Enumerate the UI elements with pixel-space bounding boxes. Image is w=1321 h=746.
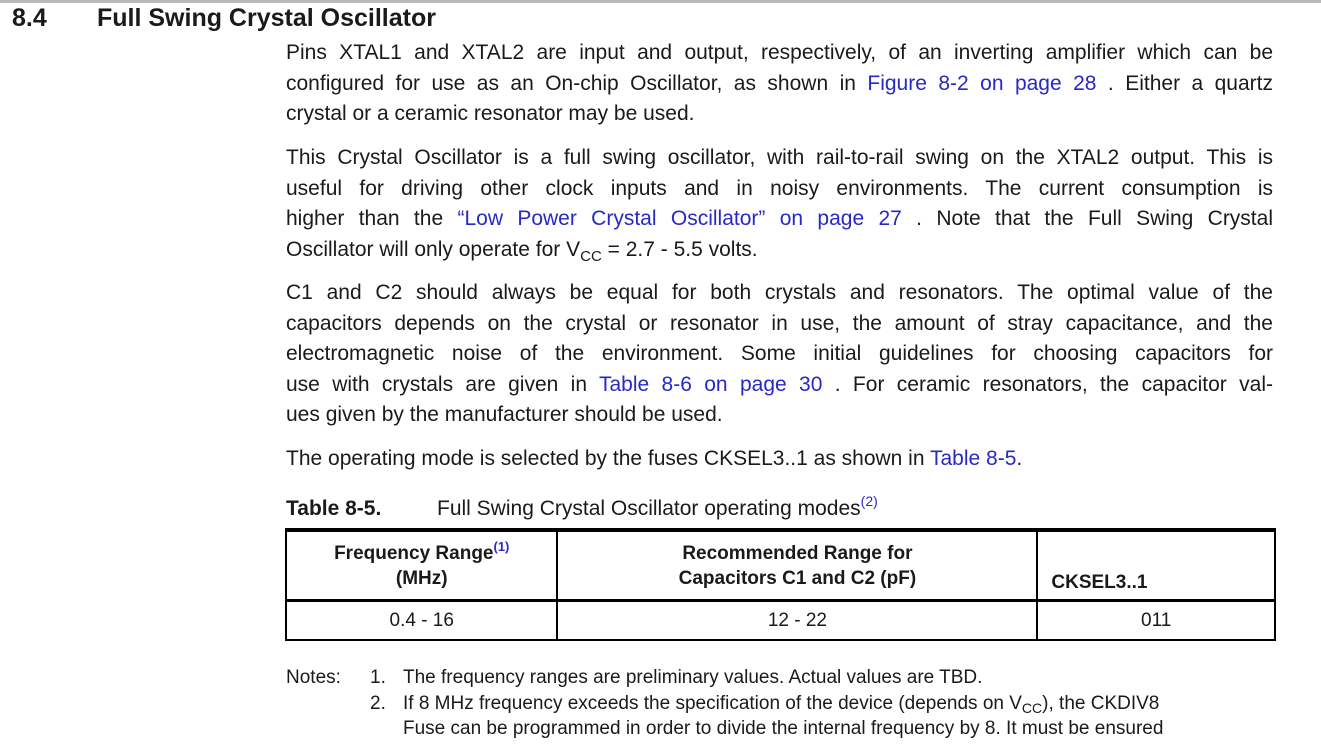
header-note-ref[interactable]: (1) <box>493 538 510 554</box>
header-text: Frequency Range <box>334 542 494 564</box>
text-line <box>286 370 1273 401</box>
oscillator-modes-table <box>285 528 1276 641</box>
text-line: Pins XTAL1 and XTAL2 are input and output, respectively, of an inverting amplifier which can be <box>286 41 1273 64</box>
text-span: higher than the <box>286 207 458 230</box>
text-line: C1 and C2 should always be equal for both crystals and resonators. The optimal value of the <box>286 281 1273 304</box>
note-text: Fuse can be programmed in order to divide the internal frequency by 8. It must be ensured <box>403 718 1164 739</box>
text-line <box>286 235 1273 266</box>
text-line: crystal or a ceramic resonator may be used. <box>286 102 695 125</box>
text-span: . For ceramic resonators, the capacitor val- <box>834 372 1273 396</box>
text-line <box>286 69 1273 100</box>
table-caption-text: Full Swing Crystal Oscillator operating modes <box>437 497 861 520</box>
header-frequency-range <box>286 530 557 601</box>
section-title: Full Swing Crystal Oscillator <box>97 4 436 32</box>
cell-frequency: 0.4 - 16 <box>286 601 557 641</box>
header-text: (MHz) <box>395 567 448 589</box>
text-line: useful for driving other clock inputs and in noisy environments. The current consumption is <box>286 176 1273 200</box>
text-line <box>286 444 1273 475</box>
text-line <box>286 204 1273 235</box>
table-caption-label: Table 8-5. <box>286 497 382 520</box>
paragraph-4 <box>286 444 1273 475</box>
section-number: 8.4 <box>12 4 47 32</box>
text-line: ues given by the manufacturer should be used. <box>286 403 723 426</box>
header-text: Capacitors C1 and C2 (pF) <box>678 567 917 589</box>
text-span: . Either a quartz <box>1107 71 1273 95</box>
header-cksel: CKSEL3..1 <box>1037 530 1275 601</box>
section-heading <box>12 3 436 33</box>
text-line: electromagnetic noise of the environment. Some initial guidelines for choosing capacitors for <box>286 342 1273 365</box>
cell-cksel: 011 <box>1037 601 1275 641</box>
vcc-subscript: CC <box>580 247 602 265</box>
table-8-5-link[interactable]: Table 8-5 <box>930 447 1017 470</box>
table-row <box>286 601 1275 641</box>
note-text <box>403 691 1159 717</box>
note-text: The frequency ranges are preliminary values. Actual values are TBD. <box>403 667 983 688</box>
table-caption <box>286 494 878 524</box>
table-caption-note-ref[interactable]: (2) <box>860 493 878 509</box>
text-span: . Note that the Full Swing Crystal <box>916 207 1273 230</box>
text-span: = 2.7 - 5.5 volts. <box>601 237 758 261</box>
text-span: Oscillator will only operate for V <box>286 237 581 261</box>
text-line: This Crystal Oscillator is a full swing oscillator, with rail-to-rail swing on the XTAL2 output. This is <box>286 146 1273 169</box>
paragraph-2 <box>286 143 1273 265</box>
text-span: configured for use as an On-chip Oscillator, as shown in <box>286 71 868 95</box>
header-capacitor-range <box>557 530 1037 601</box>
note-number: 2. <box>370 692 386 714</box>
text-line: capacitors depends on the crystal or resonator in use, the amount of stray capacitance, and the <box>286 311 1273 335</box>
figure-8-2-link[interactable]: Figure 8-2 on page 28 <box>867 71 1097 95</box>
text-span: The operating mode is selected by the fuses CKSEL3..1 as shown in <box>286 447 930 470</box>
table-header-row <box>286 530 1275 601</box>
header-text: Recommended Range for <box>682 542 913 564</box>
text-span: use with crystals are given in <box>286 372 599 396</box>
low-power-crystal-oscillator-link[interactable]: “Low Power Crystal Oscillator” on page 27 <box>457 207 902 230</box>
table-8-6-link[interactable]: Table 8-6 on page 30 <box>599 372 823 396</box>
paragraph-1 <box>286 38 1273 130</box>
text-span: ), the CKDIV8 <box>1042 692 1160 714</box>
text-span: . <box>1016 447 1023 470</box>
paragraph-3 <box>286 278 1273 431</box>
note-number: 1. <box>370 667 386 688</box>
vcc-subscript: CC <box>1021 699 1043 716</box>
cell-capacitor: 12 - 22 <box>557 601 1037 641</box>
text-span: If 8 MHz frequency exceeds the specification of the device (depends on V <box>403 692 1022 714</box>
notes-label: Notes: <box>286 667 341 688</box>
